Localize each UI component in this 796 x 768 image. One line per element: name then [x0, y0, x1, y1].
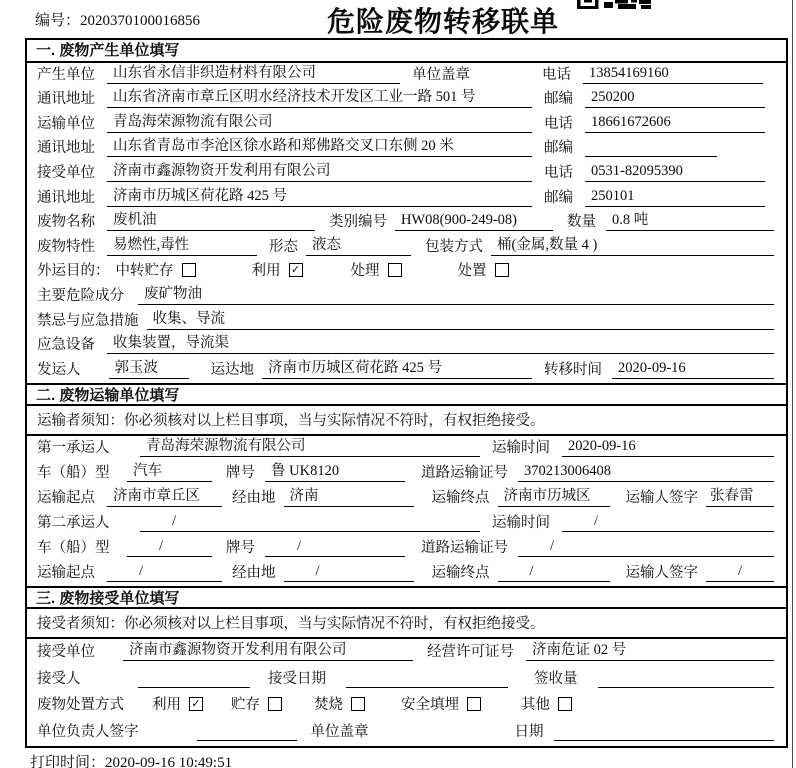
disposal-option-landfill [401, 693, 481, 714]
endpoint2-field: / [498, 563, 610, 582]
purpose-option-transfer-storage [116, 259, 196, 280]
receiver-label: 接受单位 [37, 164, 95, 181]
origin1-field: 济南市章丘区 [107, 484, 222, 507]
producer-address-row [27, 88, 786, 113]
measures-row [27, 309, 786, 334]
destination-field: 济南市历城区荷花路 425 号 [262, 356, 532, 379]
print-time-value: 2020-09-16 10:49:51 [105, 755, 233, 768]
section1-header: 一. 废物产生单位填写 [27, 40, 786, 63]
disposal-row [27, 692, 786, 719]
purpose-option-utilize [252, 259, 303, 280]
transporter-sign-label: 运输人签字 [625, 564, 698, 581]
zip-label: 邮编 [544, 91, 573, 108]
manager-sign-field [197, 739, 297, 741]
transfer-time-label: 转移时间 [544, 361, 602, 378]
plate2-field: / [265, 538, 405, 557]
hazard-label: 主要危险成分 [37, 287, 124, 304]
checkbox-label: 贮存 [231, 697, 260, 714]
disposal-option-other [521, 693, 572, 714]
transporter-sign-label: 运输人签字 [625, 489, 698, 506]
carrier1-row [27, 436, 786, 461]
transporter-zip-field [585, 155, 717, 157]
trait-field: 易燃性,毒性 [107, 233, 257, 256]
vehicle2-field: / [127, 538, 212, 557]
trait-label: 废物特性 [37, 238, 95, 255]
packing-label: 包装方式 [425, 238, 483, 255]
carrier2-row [27, 511, 786, 536]
plate1-field: 鲁 UK8120 [265, 459, 405, 482]
checkbox-label: 处置 [457, 263, 487, 280]
accept-date-label: 接受日期 [268, 670, 326, 687]
doc-number [35, 9, 200, 30]
quantity-label: 数量 [567, 214, 596, 231]
zip-label: 邮编 [544, 140, 573, 157]
qr-code-fragment [577, 0, 651, 11]
receiver-notice: 接受者须知：你必须核对以上栏目事项，当与实际情况不符时，有权拒绝接受。 [27, 609, 786, 639]
sign-quantity-field [598, 686, 775, 688]
disposal-option-incinerate [314, 693, 365, 714]
checkbox-label: 焚烧 [314, 697, 343, 714]
road-permit2-field: / [518, 538, 774, 557]
vehicle1-field: 汽车 [127, 459, 212, 482]
hazard-field: 废矿物油 [138, 282, 774, 305]
page-title: 危险废物转移联单 [327, 6, 560, 37]
checkbox-icon: ✓ [189, 697, 203, 711]
accept-date-field [346, 686, 508, 688]
destination-label: 运达地 [210, 361, 254, 378]
manager-sign-label: 单位负责人签字 [37, 723, 139, 740]
checkbox-icon [182, 263, 196, 277]
date-label: 日期 [514, 723, 544, 740]
date-field [554, 739, 775, 741]
plate-label: 牌号 [226, 464, 255, 481]
category-field: HW08(900-249-08) [395, 212, 553, 231]
origin2-field: / [107, 563, 222, 582]
address-label: 通讯地址 [37, 140, 95, 157]
unit-seal-label: 单位盖章 [412, 66, 470, 83]
endpoint-label: 运输终点 [431, 564, 490, 581]
accept-unit-field: 济南市鑫源物资开发利用有限公司 [123, 638, 413, 661]
acceptor-row [27, 665, 786, 692]
hazard-row [27, 284, 786, 309]
via-label: 经由地 [232, 489, 276, 506]
manifest-form [25, 38, 788, 748]
carrier1-field: 青岛海荣源物流有限公司 [140, 434, 480, 457]
road-permit1-field: 370213006408 [518, 463, 774, 482]
measures-field: 收集、导流 [147, 307, 775, 330]
vehicle-type-label: 车（船）型 [37, 539, 110, 556]
category-label: 类别编号 [329, 214, 387, 231]
transport-time-label: 运输时间 [492, 514, 550, 531]
form-label: 形态 [269, 238, 298, 255]
section2-header: 二. 废物运输单位填写 [27, 383, 786, 406]
packing-field: 桶(金属,数量 4 ) [491, 233, 774, 256]
producer-row [27, 63, 786, 88]
section3-header: 三. 废物接受单位填写 [27, 586, 786, 609]
carrier2-field: / [140, 513, 480, 532]
purpose-option-dispose [458, 259, 509, 280]
phone-label: 电话 [544, 164, 573, 181]
route1-row [27, 486, 786, 511]
print-time [30, 751, 232, 768]
document-header [0, 0, 796, 38]
manager-sign-row [27, 718, 786, 745]
sender-row [27, 358, 786, 383]
transporter-address-field: 山东省青岛市李沧区徐水路和郑佛路交叉口东侧 20 米 [107, 134, 532, 157]
disposal-option-storage [231, 693, 282, 714]
zip-label: 邮编 [544, 189, 573, 206]
producer-field: 山东省永信非织造材料有限公司 [107, 61, 400, 84]
transporter-field: 青岛海荣源物流有限公司 [107, 110, 532, 133]
phone-label: 电话 [544, 115, 573, 132]
receiver-phone-field: 0531-82095390 [585, 163, 765, 182]
disposal-label: 废物处置方式 [37, 697, 124, 714]
unit-seal-label: 单位盖章 [310, 723, 369, 740]
accept-unit-label: 接受单位 [37, 644, 95, 661]
checkbox-label: 其他 [521, 697, 550, 714]
print-time-label: 打印时间： [30, 755, 106, 768]
transport-time2-field: / [562, 513, 774, 532]
vehicle1-row [27, 461, 786, 486]
checkbox-icon [268, 697, 282, 711]
route2-row [27, 561, 786, 586]
purpose-label: 外运目的： [37, 263, 110, 280]
receiver-row [27, 161, 786, 186]
checkbox-icon: ✓ [289, 263, 303, 277]
endpoint-label: 运输终点 [431, 489, 490, 506]
transporter-label: 运输单位 [37, 115, 95, 132]
waste-name-label: 废物名称 [37, 214, 95, 231]
sender-field: 郭玉波 [109, 356, 189, 379]
producer-address-field: 山东省济南市章丘区明水经济技术开发区工业一路 501 号 [107, 85, 532, 108]
permit-field: 济南危证 02 号 [526, 638, 774, 661]
sign-quantity-label: 签收量 [534, 670, 578, 687]
transporter-address-row [27, 137, 786, 162]
receiver-address-field: 济南市历城区荷花路 425 号 [107, 184, 532, 207]
equipment-row [27, 334, 786, 359]
sender-label: 发运人 [37, 361, 81, 378]
checkbox-label: 利用 [152, 697, 181, 714]
via2-field: / [284, 563, 414, 582]
receiver-zip-field: 250101 [585, 188, 765, 207]
form-field: 液态 [306, 233, 411, 256]
carrier1-label: 第一承运人 [37, 439, 110, 456]
via-label: 经由地 [232, 564, 276, 581]
permit-label: 经营许可证号 [427, 644, 514, 661]
address-label: 通讯地址 [37, 189, 95, 206]
road-permit-label: 道路运输证号 [421, 464, 508, 481]
checkbox-label: 处理 [350, 263, 380, 280]
transporter-sign1-field: 张春雷 [706, 484, 774, 507]
transporter-sign2-field: / [706, 563, 774, 582]
endpoint1-field: 济南市历城区 [498, 484, 610, 507]
accept-unit-row [27, 639, 786, 666]
doc-number-label: 编号： [35, 13, 81, 29]
doc-number-value: 2020370100016856 [80, 13, 201, 29]
measures-label: 禁忌与应急措施 [37, 312, 139, 329]
carrier2-label: 第二承运人 [37, 514, 110, 531]
origin-label: 运输起点 [37, 489, 95, 506]
plate-label: 牌号 [226, 539, 255, 556]
producer-label: 产生单位 [37, 66, 95, 83]
checkbox-icon [351, 697, 365, 711]
disposal-option-utilize [152, 693, 203, 714]
checkbox-icon [495, 263, 509, 277]
checkbox-label: 利用 [251, 263, 281, 280]
transporter-row [27, 112, 786, 137]
receiver-field: 济南市鑫源物资开发利用有限公司 [107, 159, 532, 182]
acceptor-label: 接受人 [37, 670, 81, 687]
equipment-label: 应急设备 [37, 337, 95, 354]
checkbox-label: 安全填埋 [401, 697, 459, 714]
origin-label: 运输起点 [37, 564, 95, 581]
vehicle-type-label: 车（船）型 [37, 464, 110, 481]
page-edge-line [792, 0, 793, 768]
checkbox-icon [558, 697, 572, 711]
quantity-field: 0.8 吨 [606, 208, 774, 231]
via1-field: 济南 [284, 484, 414, 507]
producer-zip-field: 250200 [585, 89, 765, 108]
transporter-notice: 运输者须知：你必须核对以上栏目事项，当与实际情况不符时，有权拒绝接受。 [27, 406, 786, 436]
transport-time1-field: 2020-09-16 [562, 438, 774, 457]
checkbox-icon [467, 697, 481, 711]
checkbox-icon [388, 263, 402, 277]
waste-trait-row [27, 235, 786, 260]
transport-time-label: 运输时间 [492, 439, 550, 456]
producer-phone-field: 13854169160 [583, 65, 763, 84]
equipment-field: 收集装置，导流渠 [107, 331, 774, 354]
acceptor-field [138, 686, 250, 688]
vehicle2-row [27, 536, 786, 561]
transporter-phone-field: 18661672606 [585, 114, 765, 133]
phone-label: 电话 [542, 66, 571, 83]
address-label: 通讯地址 [37, 91, 95, 108]
receiver-address-row [27, 186, 786, 211]
purpose-row [27, 260, 786, 285]
transfer-time-field: 2020-09-16 [612, 360, 774, 379]
checkbox-label: 中转贮存 [115, 263, 174, 280]
road-permit-label: 道路运输证号 [421, 539, 508, 556]
waste-name-field: 废机油 [107, 208, 315, 231]
purpose-option-treat [351, 259, 402, 280]
waste-name-row [27, 211, 786, 236]
